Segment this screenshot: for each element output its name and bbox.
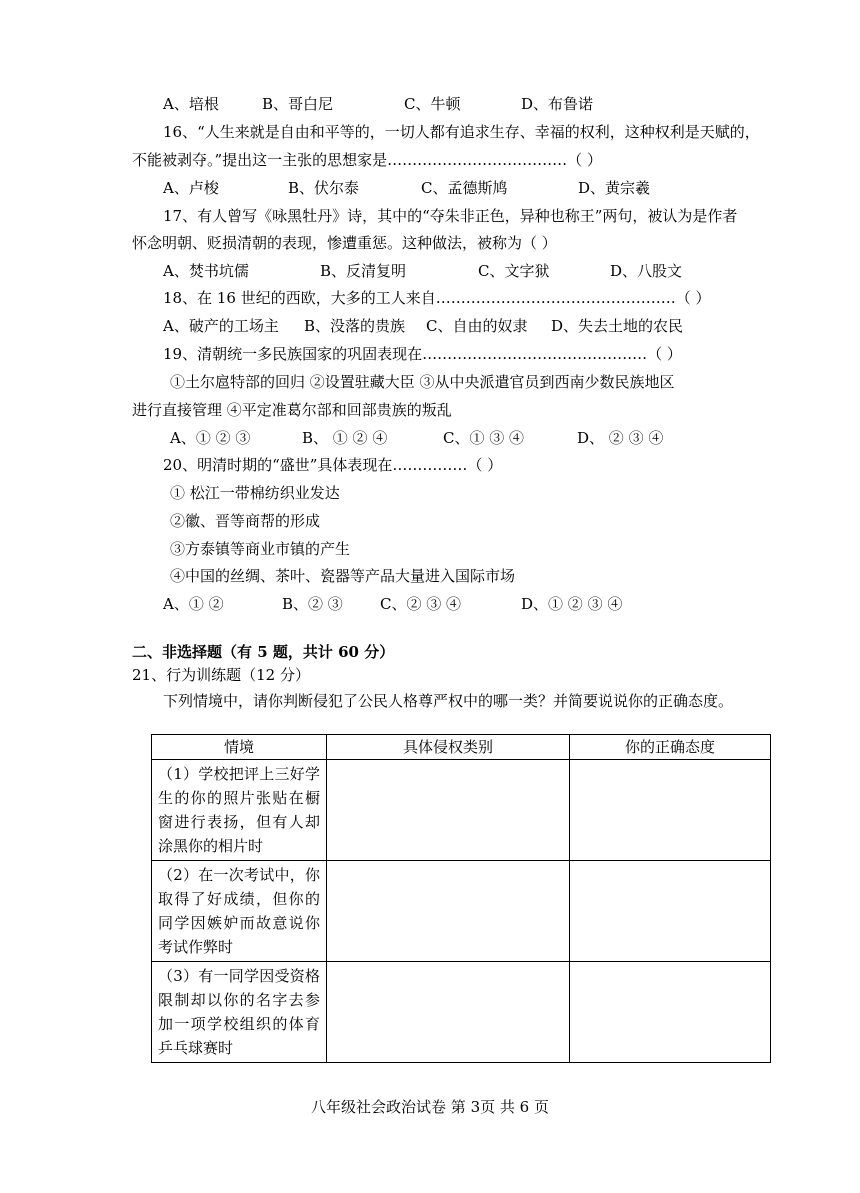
q19-option-d: D、 ② ③ ④	[577, 429, 664, 447]
q19-option-c: C、① ③ ④	[443, 429, 525, 447]
q17-option-a: A、焚书坑儒	[163, 262, 249, 280]
q15-option-a: A、培根	[163, 95, 219, 113]
table-header-row	[152, 735, 771, 760]
attitude-answer-cell[interactable]	[570, 760, 771, 861]
q20-item-3: ③方泰镇等商业市镇的产生	[170, 540, 351, 558]
q15-option-c: C、牛顿	[404, 95, 461, 113]
page-footer: 八年级社会政治试卷 第 3页 共 6 页	[311, 1098, 549, 1116]
table-row	[152, 861, 771, 962]
q21-title: 21、行为训练题（12 分）	[132, 666, 310, 684]
q20-item-4: ④中国的丝绸、茶叶、瓷器等产品大量进入国际市场	[170, 567, 516, 585]
category-answer-cell[interactable]	[327, 861, 570, 962]
q18-option-d: D、失去土地的农民	[551, 317, 684, 335]
table-row	[152, 962, 771, 1063]
category-answer-cell[interactable]	[327, 962, 570, 1063]
q18-option-b: B、没落的贵族	[304, 317, 406, 335]
q17-option-d: D、八股文	[610, 262, 683, 280]
q17-option-b: B、反清复明	[320, 262, 407, 280]
q20-option-c: C、② ③ ④	[380, 595, 462, 613]
q15-option-b: B、哥白尼	[262, 95, 334, 113]
q16-stem-line2: 不能被剥夺。”提出这一主张的思想家是………………………………（ ）	[132, 151, 602, 169]
q19-items-line1: ①土尔扈特部的回归 ②设置驻藏大臣 ③从中央派遣官员到西南少数民族地区	[170, 373, 675, 391]
q16-option-b: B、伏尔泰	[288, 179, 360, 197]
attitude-answer-cell[interactable]	[570, 962, 771, 1063]
q20-option-a: A、① ②	[163, 595, 224, 613]
section-heading: 二、非选择题（有 5 题，共计 60 分）	[132, 643, 395, 661]
q16-option-c: C、孟德斯鸠	[421, 179, 508, 197]
q18-stem: 18、在 16 世纪的西欧，大多的工人来自…………………………………………（ ）	[163, 289, 711, 307]
q21-instruction: 下列情境中，请你判断侵犯了公民人格尊严权中的哪一类？并简要说说你的正确态度。	[163, 692, 734, 710]
q19-stem: 19、清朝统一多民族国家的巩固表现在………………………………………（ ）	[163, 345, 682, 363]
q15-option-d: D、布鲁诺	[521, 95, 594, 113]
category-answer-cell[interactable]	[327, 760, 570, 861]
header-situation: 情境	[152, 735, 327, 760]
table-row	[152, 760, 771, 861]
q20-option-d: D、① ② ③ ④	[521, 595, 623, 613]
situation-cell	[152, 861, 327, 962]
q17-option-c: C、文字狱	[478, 262, 550, 280]
q16-option-d: D、黄宗羲	[578, 179, 651, 197]
header-category: 具体侵权类别	[327, 735, 570, 760]
situation-cell	[152, 760, 327, 861]
q16-option-a: A、卢梭	[163, 179, 219, 197]
q19-option-a: A、① ② ③	[170, 429, 251, 447]
q17-stem-line1: 17、有人曾写《咏黑牡丹》诗，其中的“夺朱非正色，异种也称王”两句，被认为是作者	[163, 207, 738, 225]
answer-table	[151, 734, 771, 1063]
q19-option-b: B、 ① ② ④	[302, 429, 388, 447]
q20-item-1: ① 松江一带棉纺织业发达	[170, 484, 340, 502]
situation-text: （3）有一同学因受资格限制却以你的名字去参加一项学校组织的体育乒乓球赛时	[158, 967, 320, 1057]
q18-option-a: A、破产的工场主	[163, 317, 279, 335]
attitude-answer-cell[interactable]	[570, 861, 771, 962]
header-attitude: 你的正确态度	[570, 735, 771, 760]
q19-items-line2: 进行直接管理 ④平定准葛尔部和回部贵族的叛乱	[132, 401, 452, 419]
situation-cell	[152, 962, 327, 1063]
q17-stem-line2: 怀念明朝、贬损清朝的表现，惨遭重惩。这种做法，被称为（ ）	[132, 234, 557, 252]
q16-stem-line1: 16、“人生来就是自由和平等的，一切人都有追求生存、幸福的权利，这种权利是天赋的，	[163, 123, 760, 141]
situation-text: （2）在一次考试中，你取得了好成绩，但你的同学因嫉妒而故意说你考试作弊时	[158, 866, 320, 956]
q20-option-b: B、② ③	[282, 595, 343, 613]
q20-stem: 20、明清时期的“盛世”具体表现在……………（ ）	[163, 456, 503, 474]
situation-text: （1）学校把评上三好学生的你的照片张贴在橱窗进行表扬，但有人却涂黑你的相片时	[158, 765, 320, 855]
q20-item-2: ②徽、晋等商帮的形成	[170, 512, 321, 530]
q18-option-c: C、自由的奴隶	[426, 317, 528, 335]
